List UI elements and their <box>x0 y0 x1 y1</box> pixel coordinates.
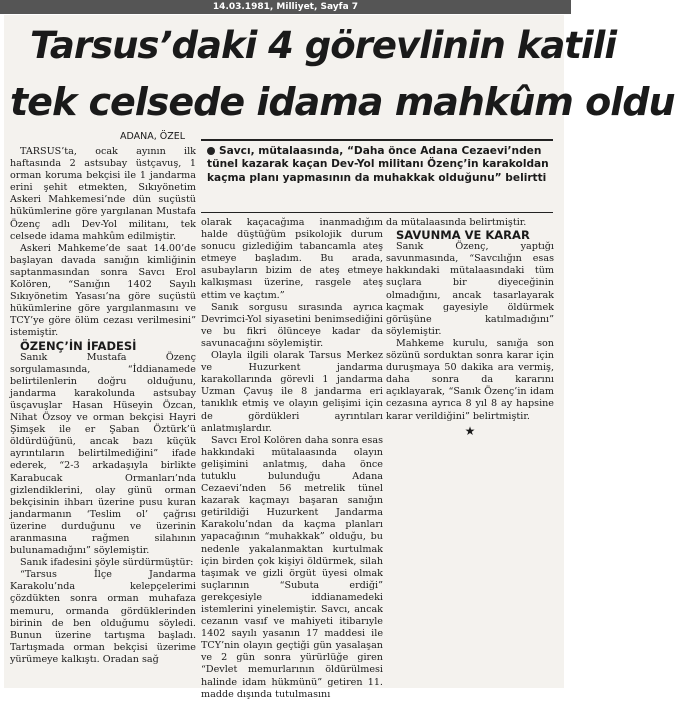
article-column-1 <box>10 146 196 682</box>
paragraph: TARSUS’ta, ocak ayının ilk haftasında 2 astsubay üstçavuş, 1 orman koruma bekçisi ile 1 jandarma erini şehit etmekten, Sıkıyönetim Askeri Mahkemesi’nde dün suçüstü hükümlerine göre yargılanan Mustafa Özenç adlı Dev-Yol militanı, tek celsede idama mahkûm edilmiştir. <box>10 146 196 242</box>
end-star-icon: ★ <box>464 423 476 438</box>
paragraph: olarak kaçacağıma inanmadığım halde düştüğüm psikolojik durum sonucu gizlediğim tabancamla ateş etmeye başladım. Bu arada, asubayların bizim de ateş etmeye kalkışması üzerine, rasgele ateş ettim ve kaçtım.” <box>201 217 383 301</box>
page-source-header: 14.03.1981, Milliyet, Sayfa 7 <box>0 0 571 14</box>
callout-box <box>201 139 553 213</box>
article-column-3 <box>386 217 554 447</box>
article-column-2 <box>201 217 383 700</box>
paragraph: Sanık ifadesini şöyle sürdürmüştür: <box>20 557 194 569</box>
dateline: ADANA, ÖZEL <box>120 131 186 142</box>
subheading: SAVUNMA VE KARAR <box>396 228 530 243</box>
paragraph: da mütalaasında belirtmiştir. <box>386 217 527 228</box>
paragraph: Sanık Özenç, yaptığı savunmasında, “Savcılığın esas hakkındaki mütalaasındaki tüm suçlara bir diyeceğinin olmadığını, ancak tasarlayarak kaçmak gayesiyle öldürmek görüşüne katılmadığını” söylemiştir. <box>386 241 554 337</box>
paragraph: Sanık sorgusu sırasında ayrıca Devrimci-Yol siyasetini benimsediğini ve bu fikri ölünceye kadar da savunacağını söylemiştir. <box>201 301 383 349</box>
paragraph: Mahkeme kurulu, sanığa son sözünü sorduktan sonra karar için duruşmaya 50 dakika ara vermiş, daha sonra da kararını açıklayarak, “Sanık Özenç’in idam cezasına ayrıca 8 yıl 8 ay hapsine karar verildiğini” belirtmiştir. <box>386 337 554 422</box>
paragraph: Savcı Erol Kolören daha sonra esas hakkındaki mütalaasında olayın gelişimini anlatmış, daha önce tutuklu bulunduğu Adana Cezaevi’nden 56 metrelik tünel kazarak kaçmayı başaran sanığın getirildiği Huzurkent Jandarma Karakolu’ndan da kaçma planları yapacağının “muhakkak” olduğu, bu nedenle yakalanmaktan kurtulmak için birden çok kişiyi öldürmek, silah taşımak ve gizli örgüt üyesi olmak suçlarının “Subuta erdiği” gerekçesiyle iddianamedeki istemlerini yinelemiştir. Savcı, ancak cezanın vasıf ve mahiyeti itibarıyle 1402 sayılı yasanın 17 maddesi ile TCY’nin olayın geçtiği gün yasalaşan ve 2 gün sonra yürürlüğe giren “Devlet memurlarının öldürülmesi halinde idam hükmünü” getiren 11. madde dışında tutulmasını <box>201 434 383 700</box>
callout-text: Savcı, mütalaasında, “Daha önce Adana Cezaevi’nden tünel kazarak kaçan Dev-Yol militanı Özenç’in karakoldan kaçma planı yapmasının da muhakkak olduğunu” belirtti <box>207 145 549 184</box>
headline-line-2: tek celsede idama mahkûm oldu <box>10 80 675 124</box>
paragraph: Sanık Mustafa Özenç sorgulamasında, “İddianamede belirtilenlerin doğru olduğunu, jandarma karakolunda astsubay üsçavuşlar Hasan Hüseyin Özcan, Nihat Özsoy ve orman bekçisi Hayri Şimşek ile er Şaban Öztürk’ü öldürdüğünü, ancak bazı küçük ayrıntıların belirtilmediğini” ifade ederek, “2-3 arkadaşıyla birlikte Karabucak Ormanları’nda gizlendiklerini, olay günü orman bekçisinin ihbarı üzerine pusu kuran jandarmanın ‘Teslim ol’ çağrısı üzerine durduğunu ve üzerinin aranmasına rağmen silahının bulunamadığını” söylemiştir. <box>10 351 196 557</box>
paragraph: Askeri Mahkeme’de saat 14.00’de başlayan davada sanığın kimliğinin saptanmasından sonra Savcı Erol Kolören, “Sanığın 1402 Sayılı Sıkıyönetim Yasası’na göre suçüstü hükümlerine göre yargılanmasını ve TCY’ye göre ölüm cezası verilmesini” istemiştir. <box>10 242 196 339</box>
headline-line-1: Tarsus’daki 4 görevlinin katili <box>30 24 617 67</box>
paragraph: “Tarsus İlçe Jandarma Karakolu’nda kelepçelerimi çözdükten sonra orman muhafaza memuru, ormanda gördüklerinden birinin de ben olduğumu söyledi. Bunun üzerine tartışma başladı. Tartışmada orman bekçisi üzerime yürümeye kalkıştı. Oradan sağ <box>10 569 196 665</box>
paragraph: Olayla ilgili olarak Tarsus Merkez ve Huzurkent jandarma karakollarında görevli 1 jandarma Uzman Çavuş ile 8 jandarma eri tanıklık etmiş ve olayın gelişimi için de gördükleri ayrıntıları anlatmışlardır. <box>201 350 383 434</box>
bullet-icon <box>207 147 215 155</box>
subheading: ÖZENÇ’İN İFADESİ <box>20 338 137 353</box>
